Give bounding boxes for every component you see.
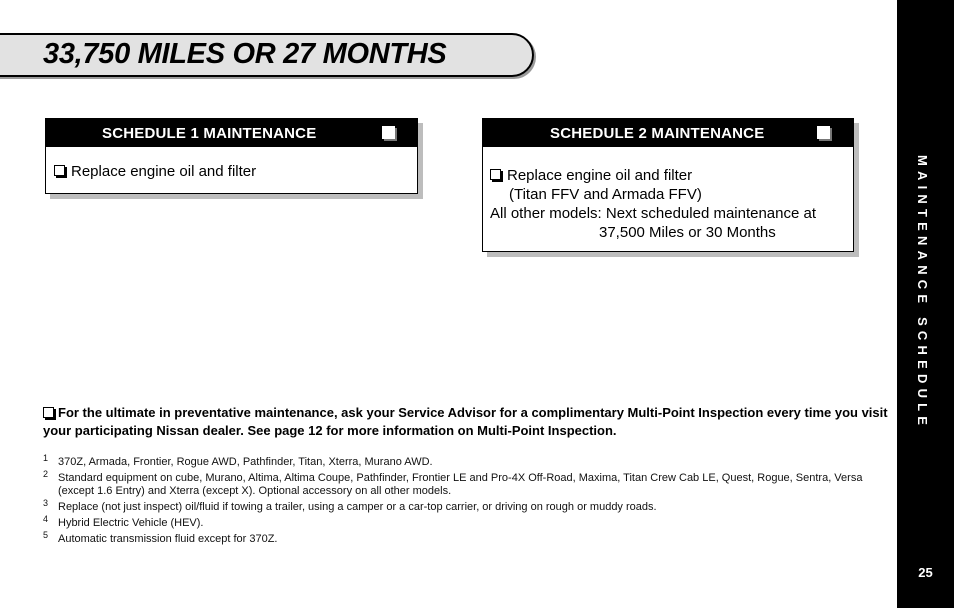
inspection-note bbox=[43, 404, 888, 440]
schedule-2-item-text: Replace engine oil and filter bbox=[507, 167, 693, 184]
inspection-note-text: For the ultimate in preventative maintenance, ask your Service Advisor for a complimentary Multi-Point Inspection every time you visit your participating Nissan dealer. See page 12 for more information on Multi-Point Inspection. bbox=[43, 405, 888, 438]
checkbox-icon bbox=[490, 169, 501, 180]
schedule-2-title: SCHEDULE 2 MAINTENANCE bbox=[550, 125, 765, 142]
footnote bbox=[43, 469, 873, 498]
schedule-1-title: SCHEDULE 1 MAINTENANCE bbox=[102, 125, 317, 142]
checkbox-icon bbox=[817, 126, 830, 139]
schedule-2-item-note: (Titan FFV and Armada FFV) bbox=[509, 186, 702, 203]
section-tab bbox=[897, 0, 954, 608]
footnote-number: 5 bbox=[43, 530, 49, 540]
footnotes bbox=[43, 453, 873, 549]
footnote-text: Hybrid Electric Vehicle (HEV). bbox=[58, 517, 204, 529]
schedule-2-item bbox=[490, 167, 692, 184]
footnote-text: Automatic transmission fluid except for 370Z. bbox=[58, 533, 278, 545]
checkbox-icon bbox=[382, 126, 395, 139]
schedule-2-box bbox=[482, 118, 854, 252]
footnote-number: 4 bbox=[43, 514, 49, 524]
schedule-1-item bbox=[54, 163, 256, 180]
footnote bbox=[43, 514, 873, 530]
page-title: 33,750 MILES OR 27 MONTHS bbox=[43, 38, 447, 70]
footnote-number: 2 bbox=[43, 469, 49, 479]
schedule-1-header bbox=[46, 119, 417, 147]
footnote bbox=[43, 453, 873, 469]
footnote bbox=[43, 530, 873, 546]
page-number: 25 bbox=[918, 565, 933, 580]
footnote-number: 3 bbox=[43, 498, 49, 508]
schedule-2-other-line1: All other models: Next scheduled maintenance at bbox=[490, 205, 817, 222]
footnote-text: Standard equipment on cube, Murano, Altima, Altima Coupe, Pathfinder, Frontier LE and Pro-4X Off-Road, Maxima, Titan Crew Cab LE, Quest, Rogue, Sentra, Versa (except 1.6 Entry) and Xterra (except X). Optional accessory on all other models. bbox=[58, 472, 863, 497]
schedule-1-item-text: Replace engine oil and filter bbox=[71, 163, 257, 180]
schedule-1-box bbox=[45, 118, 418, 194]
footnote-text: Replace (not just inspect) oil/fluid if towing a trailer, using a camper or a car-top carrier, or driving on rough or muddy roads. bbox=[58, 501, 657, 513]
footnote bbox=[43, 498, 873, 514]
checkbox-icon bbox=[54, 165, 65, 176]
schedule-2-other-line2: 37,500 Miles or 30 Months bbox=[599, 224, 776, 241]
section-label: MAINTENANCE SCHEDULE bbox=[915, 155, 930, 431]
footnote-text: 370Z, Armada, Frontier, Rogue AWD, Pathfinder, Titan, Xterra, Murano AWD. bbox=[58, 456, 433, 468]
checkbox-icon bbox=[43, 407, 54, 418]
schedule-2-header bbox=[483, 119, 853, 147]
footnote-number: 1 bbox=[43, 453, 49, 463]
